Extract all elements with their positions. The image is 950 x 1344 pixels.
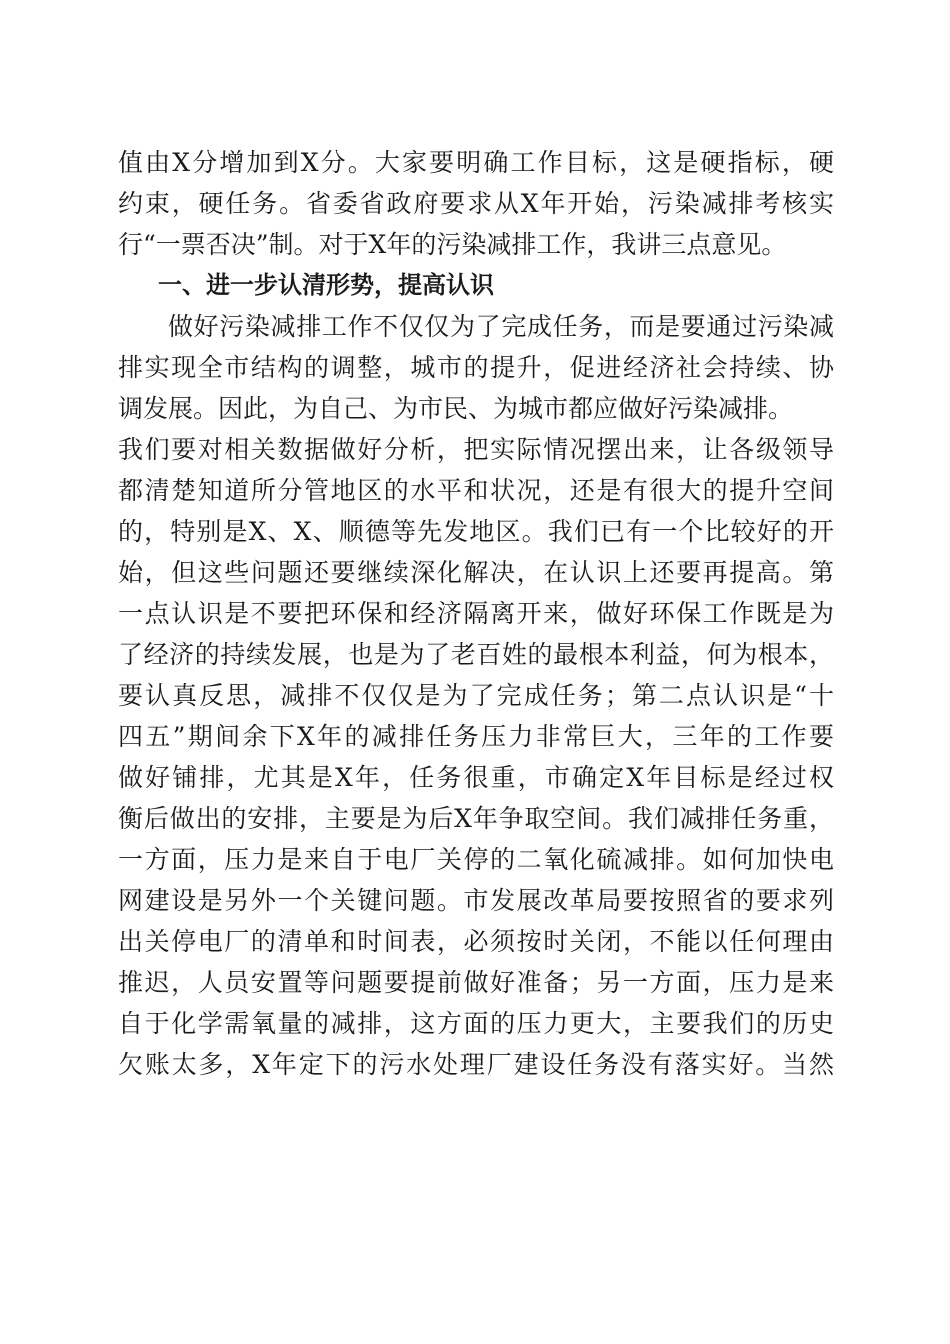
intro-paragraph bbox=[118, 142, 834, 265]
text-line: 自于化学需氧量的减排，这方面的压力更大，主要我们的历史 bbox=[118, 1009, 834, 1038]
text-line: 做好污染减排工作不仅仅为了完成任务，而是要通过污染减 bbox=[168, 312, 834, 341]
text-line: 调发展。因此，为自己、为市民、为城市都应做好污染减排。 bbox=[118, 394, 794, 423]
text-line: 约束，硬任务。省委省政府要求从X年开始，污染减排考核实 bbox=[118, 189, 834, 218]
text-line: 的，特别是X、X、顺德等先发地区。我们已有一个比较好的开 bbox=[118, 517, 834, 546]
text-line: 一点认识是不要把环保和经济隔离开来，做好环保工作既是为 bbox=[118, 599, 834, 628]
section-heading: 一、进一步认清形势，提高认识 bbox=[158, 271, 494, 299]
text-line: 推迟，人员安置等问题要提前做好准备；另一方面，压力是来 bbox=[118, 968, 834, 997]
text-line: 一方面，压力是来自于电厂关停的二氧化硫减排。如何加快电 bbox=[118, 845, 834, 874]
text-line: 了经济的持续发展，也是为了老百姓的最根本利益，何为根本， bbox=[118, 640, 834, 669]
text-line: 我们要对相关数据做好分析，把实际情况摆出来，让各级领导 bbox=[118, 435, 834, 464]
text-line: 值由X分增加到X分。大家要明确工作目标，这是硬指标，硬 bbox=[118, 148, 834, 177]
text-line: 都清楚知道所分管地区的水平和状况，还是有很大的提升空间 bbox=[118, 476, 834, 505]
body-paragraph-2 bbox=[118, 429, 834, 1085]
text-line: 要认真反思，减排不仅仅是为了完成任务；第二点认识是“十 bbox=[118, 681, 834, 710]
text-line: 欠账太多，X年定下的污水处理厂建设任务没有落实好。当然 bbox=[118, 1050, 834, 1079]
document-body bbox=[118, 142, 834, 1085]
text-line: 四五”期间余下X年的减排任务压力非常巨大，三年的工作要 bbox=[118, 722, 834, 751]
text-line: 衡后做出的安排，主要是为后X年争取空间。我们减排任务重， bbox=[118, 804, 834, 833]
text-line: 出关停电厂的清单和时间表，必须按时关闭，不能以任何理由 bbox=[118, 927, 834, 956]
text-line: 始，但这些问题还要继续深化解决，在认识上还要再提高。第 bbox=[118, 558, 834, 587]
text-line: 做好铺排，尤其是X年，任务很重，市确定X年目标是经过权 bbox=[118, 763, 834, 792]
body-paragraph-1 bbox=[118, 306, 834, 429]
text-line: 网建设是另外一个关键问题。市发展改革局要按照省的要求列 bbox=[118, 886, 834, 915]
text-line: 排实现全市结构的调整，城市的提升，促进经济社会持续、协 bbox=[118, 353, 834, 382]
text-line: 行“一票否决”制。对于X年的污染减排工作，我讲三点意见。 bbox=[118, 230, 787, 259]
